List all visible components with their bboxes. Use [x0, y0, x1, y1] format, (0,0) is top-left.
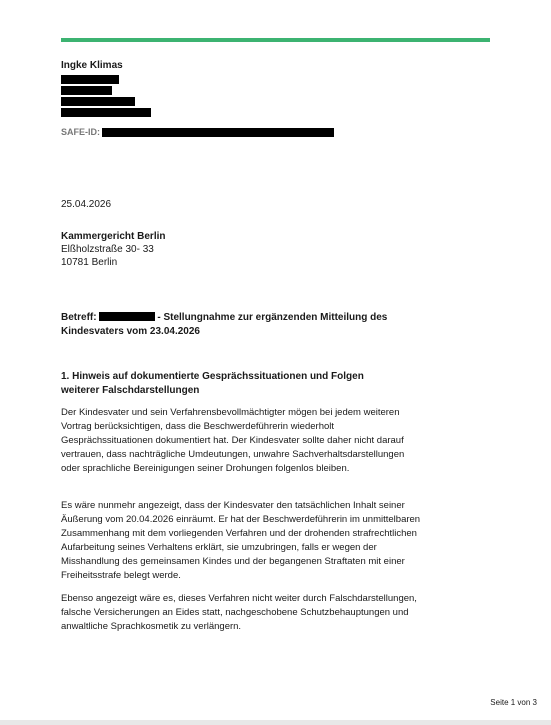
page-number: Seite 1 von 3 [490, 698, 537, 707]
subject-text-line2: Kindesvaters vom 23.04.2026 [61, 326, 200, 337]
recipient-name: Kammergericht Berlin [61, 231, 166, 242]
redacted-safe-id [102, 128, 334, 137]
safe-id-label: SAFE-ID: [61, 127, 100, 137]
recipient-city: 10781 Berlin [61, 257, 118, 268]
redacted-address-line-2 [61, 86, 112, 95]
subject-label: Betreff: [61, 312, 97, 323]
subject-line [61, 311, 411, 339]
redacted-address-line-1 [61, 75, 119, 84]
sender-name: Ingke Klimas [61, 60, 123, 71]
recipient-street: Elßholzstraße 30- 33 [61, 244, 154, 255]
body-paragraph-2: Es wäre nunmehr angezeigt, dass der Kindesvater den tatsächlichen Inhalt seiner Äußerung vom 20.04.2026 einräumt. Er hat der Beschwerdeführerin im unmittelbaren Zusammenhang mit dem vorliegenden Verfahren und der drohenden strafrechtlichen Aufarbeitung seines Verhaltens erklärt, sie umzubringen, falls er wegen der Misshandlung des gemeinsamen Kindes und der begangenen Straftaten mit einer Freiheitsstrafe belegt werde. [61, 500, 421, 581]
redacted-address-line-4 [61, 108, 151, 117]
body-paragraph-1: Der Kindesvater und sein Verfahrensbevollmächtigter mögen bei jedem weiteren Vortrag berücksichtigen, dass die Beschwerdeführerin wiederholt Gesprächssituationen dokumentiert hat. Der Kindesvater sollte daher nicht darauf vertrauen, dass nachträgliche Umdeutungen, unwahre Sachverhaltsdarstellungen oder sprachliche Bereinigungen seiner Drohungen folgenlos bleiben. [61, 407, 405, 474]
body-paragraph-3: Ebenso angezeigt wäre es, dieses Verfahren nicht weiter durch Falschdarstellungen, falsche Versicherungen an Eides statt, nachgeschobene Schutzbehauptungen und anwaltliche Sprachkosmetik zu verlängern. [61, 593, 417, 632]
header-accent-bar [61, 38, 490, 42]
subject-text-line1: - Stellungnahme zur ergänzenden Mitteilung des [154, 312, 388, 323]
letter-date: 25.04.2026 [61, 199, 112, 210]
recipient-block [61, 230, 165, 269]
page-bottom-edge [0, 720, 551, 725]
redacted-address-line-3 [61, 97, 135, 106]
redacted-case-number [99, 312, 155, 321]
section-heading: 1. Hinweis auf dokumentierte Gesprächssituationen und Folgen weiterer Falschdarstellungen [61, 371, 364, 396]
